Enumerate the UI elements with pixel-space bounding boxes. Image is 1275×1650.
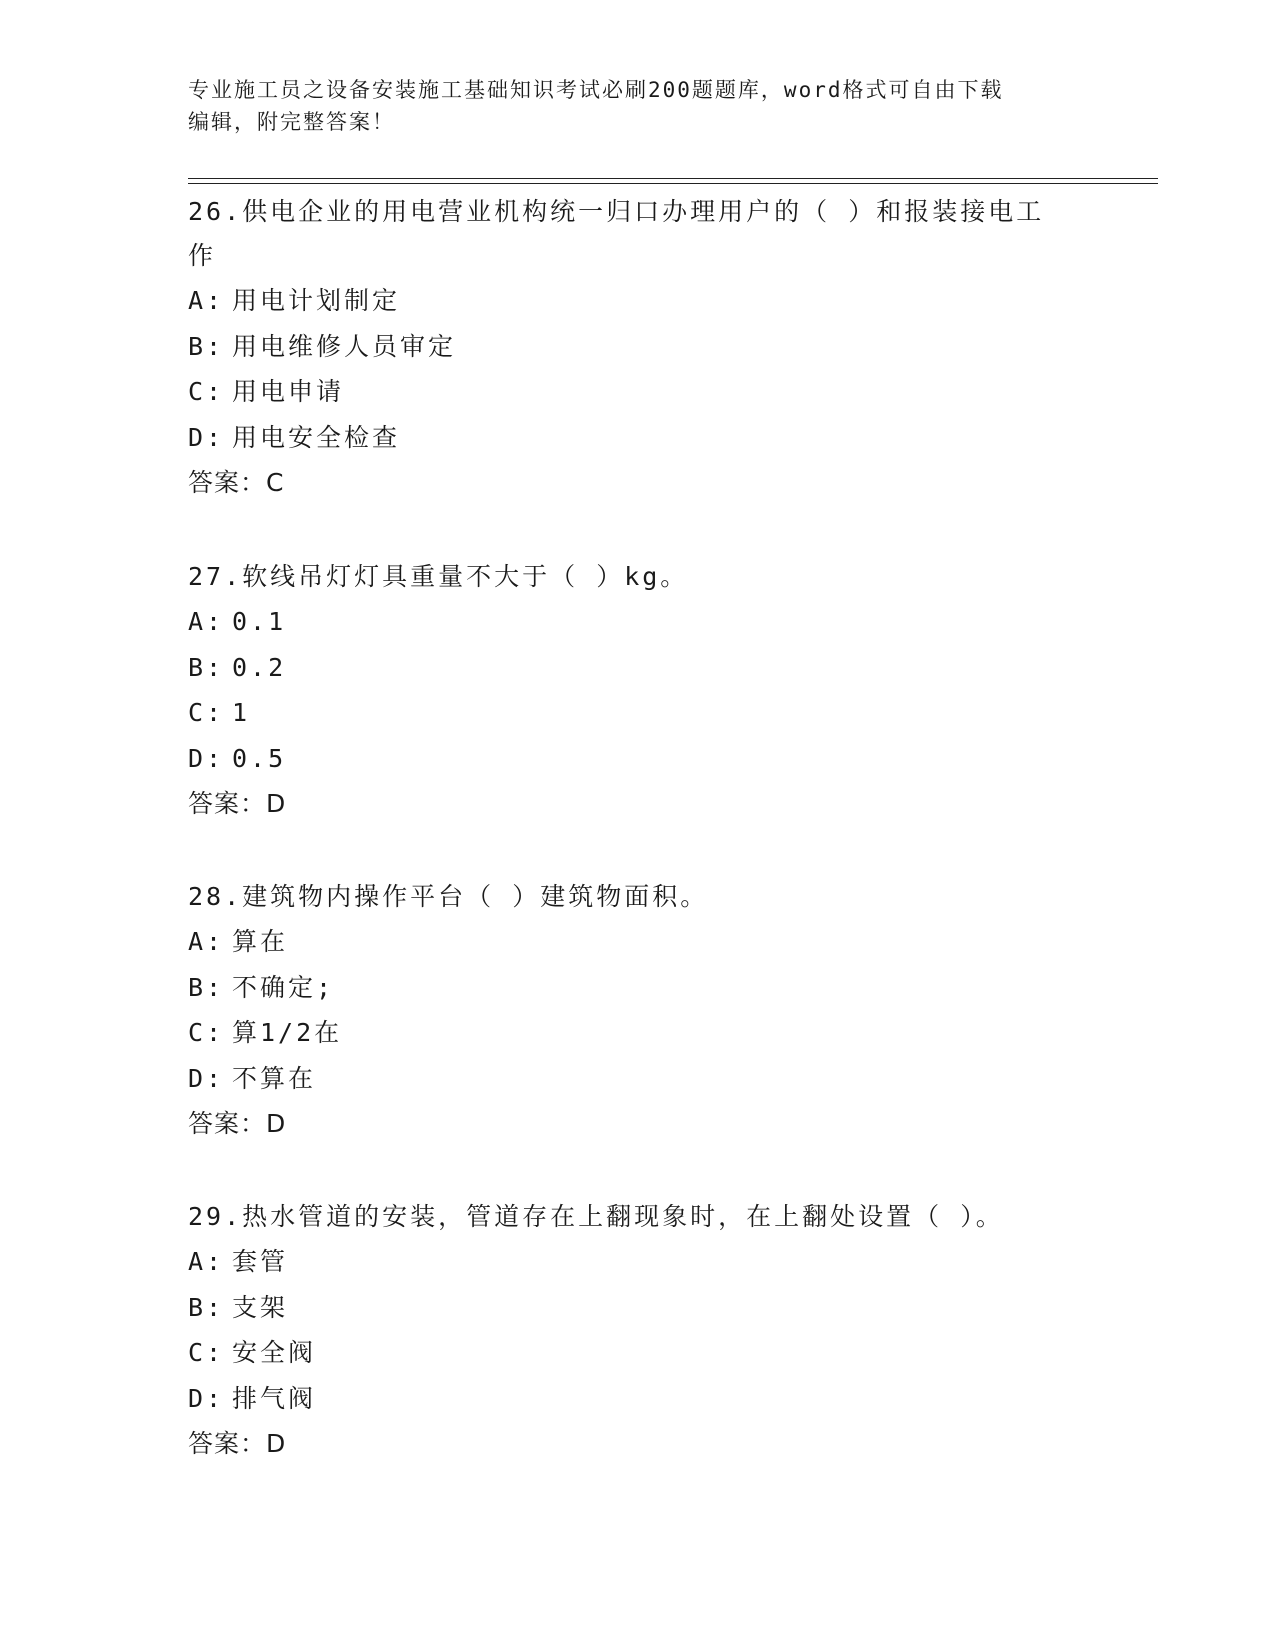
option-letter: B: bbox=[188, 652, 225, 682]
question-stem: 27.软线吊灯灯具重量不大于（ ）kg。 bbox=[188, 562, 689, 591]
option-b bbox=[188, 645, 1068, 691]
header-divider-top bbox=[188, 178, 1158, 179]
option-c bbox=[188, 690, 1068, 736]
option-letter: C: bbox=[188, 1338, 225, 1367]
option-letter: A: bbox=[188, 1247, 225, 1276]
answer-line: 答案：D bbox=[188, 1109, 287, 1138]
option-letter: A: bbox=[188, 607, 225, 636]
question-27 bbox=[188, 555, 1068, 827]
answer-line: 答案：D bbox=[188, 789, 287, 818]
option-text: 0.2 bbox=[232, 652, 287, 682]
question-stem: 29.热水管道的安装，管道存在上翻现象时，在上翻处设置（ ）。 bbox=[188, 1202, 1004, 1231]
option-letter: C: bbox=[188, 377, 225, 406]
option-text: 算在 bbox=[232, 927, 289, 956]
question-26 bbox=[188, 190, 1068, 506]
option-d bbox=[188, 415, 1068, 461]
option-text: 用电维修人员审定 bbox=[232, 331, 457, 361]
question-29 bbox=[188, 1195, 1068, 1467]
option-letter: D: bbox=[188, 743, 225, 773]
option-text: 用电申请 bbox=[232, 377, 345, 406]
document-header bbox=[188, 74, 1088, 138]
option-text: 支架 bbox=[232, 1292, 289, 1322]
option-text: 排气阀 bbox=[232, 1383, 317, 1413]
option-text: 用电计划制定 bbox=[232, 286, 401, 315]
option-letter: C: bbox=[188, 1018, 225, 1047]
option-d bbox=[188, 1376, 1068, 1422]
header-line-1: 专业施工员之设备安装施工基础知识考试必刷200题题库，word格式可自由下载 bbox=[188, 78, 1004, 102]
option-text: 算1/2在 bbox=[232, 1018, 343, 1047]
option-b bbox=[188, 324, 1068, 370]
option-d bbox=[188, 736, 1068, 782]
option-c bbox=[188, 1010, 1068, 1056]
option-c bbox=[188, 369, 1068, 415]
option-a bbox=[188, 278, 1068, 324]
option-letter: D: bbox=[188, 1063, 225, 1093]
option-a bbox=[188, 1239, 1068, 1285]
option-letter: C: bbox=[188, 698, 225, 727]
option-letter: D: bbox=[188, 1383, 225, 1413]
option-a bbox=[188, 919, 1068, 965]
option-b bbox=[188, 1285, 1068, 1331]
option-letter: A: bbox=[188, 286, 225, 315]
question-stem: 28.建筑物内操作平台（ ）建筑物面积。 bbox=[188, 882, 709, 911]
option-text: 安全阀 bbox=[232, 1338, 317, 1367]
option-text: 套管 bbox=[232, 1247, 289, 1276]
option-text: 1 bbox=[232, 698, 251, 727]
header-line-2: 编辑，附完整答案！ bbox=[188, 110, 395, 134]
option-text: 0.1 bbox=[232, 607, 287, 636]
option-b bbox=[188, 965, 1068, 1011]
option-c bbox=[188, 1330, 1068, 1376]
option-a bbox=[188, 599, 1068, 645]
answer-line: 答案：D bbox=[188, 1429, 287, 1458]
option-text: 用电安全检查 bbox=[232, 422, 401, 452]
question-28 bbox=[188, 875, 1068, 1147]
option-text: 不确定; bbox=[232, 972, 335, 1002]
option-letter: B: bbox=[188, 331, 225, 361]
answer-line: 答案：C bbox=[188, 468, 285, 497]
header-divider-bottom bbox=[188, 183, 1158, 184]
option-text: 0.5 bbox=[232, 743, 287, 773]
option-letter: B: bbox=[188, 972, 225, 1002]
option-letter: A: bbox=[188, 927, 225, 956]
option-letter: B: bbox=[188, 1292, 225, 1322]
question-stem: 26.供电企业的用电营业机构统一归口办理用户的（ ）和报装接电工作 bbox=[188, 197, 1045, 270]
option-text: 不算在 bbox=[232, 1063, 317, 1093]
option-letter: D: bbox=[188, 422, 225, 452]
option-d bbox=[188, 1056, 1068, 1102]
